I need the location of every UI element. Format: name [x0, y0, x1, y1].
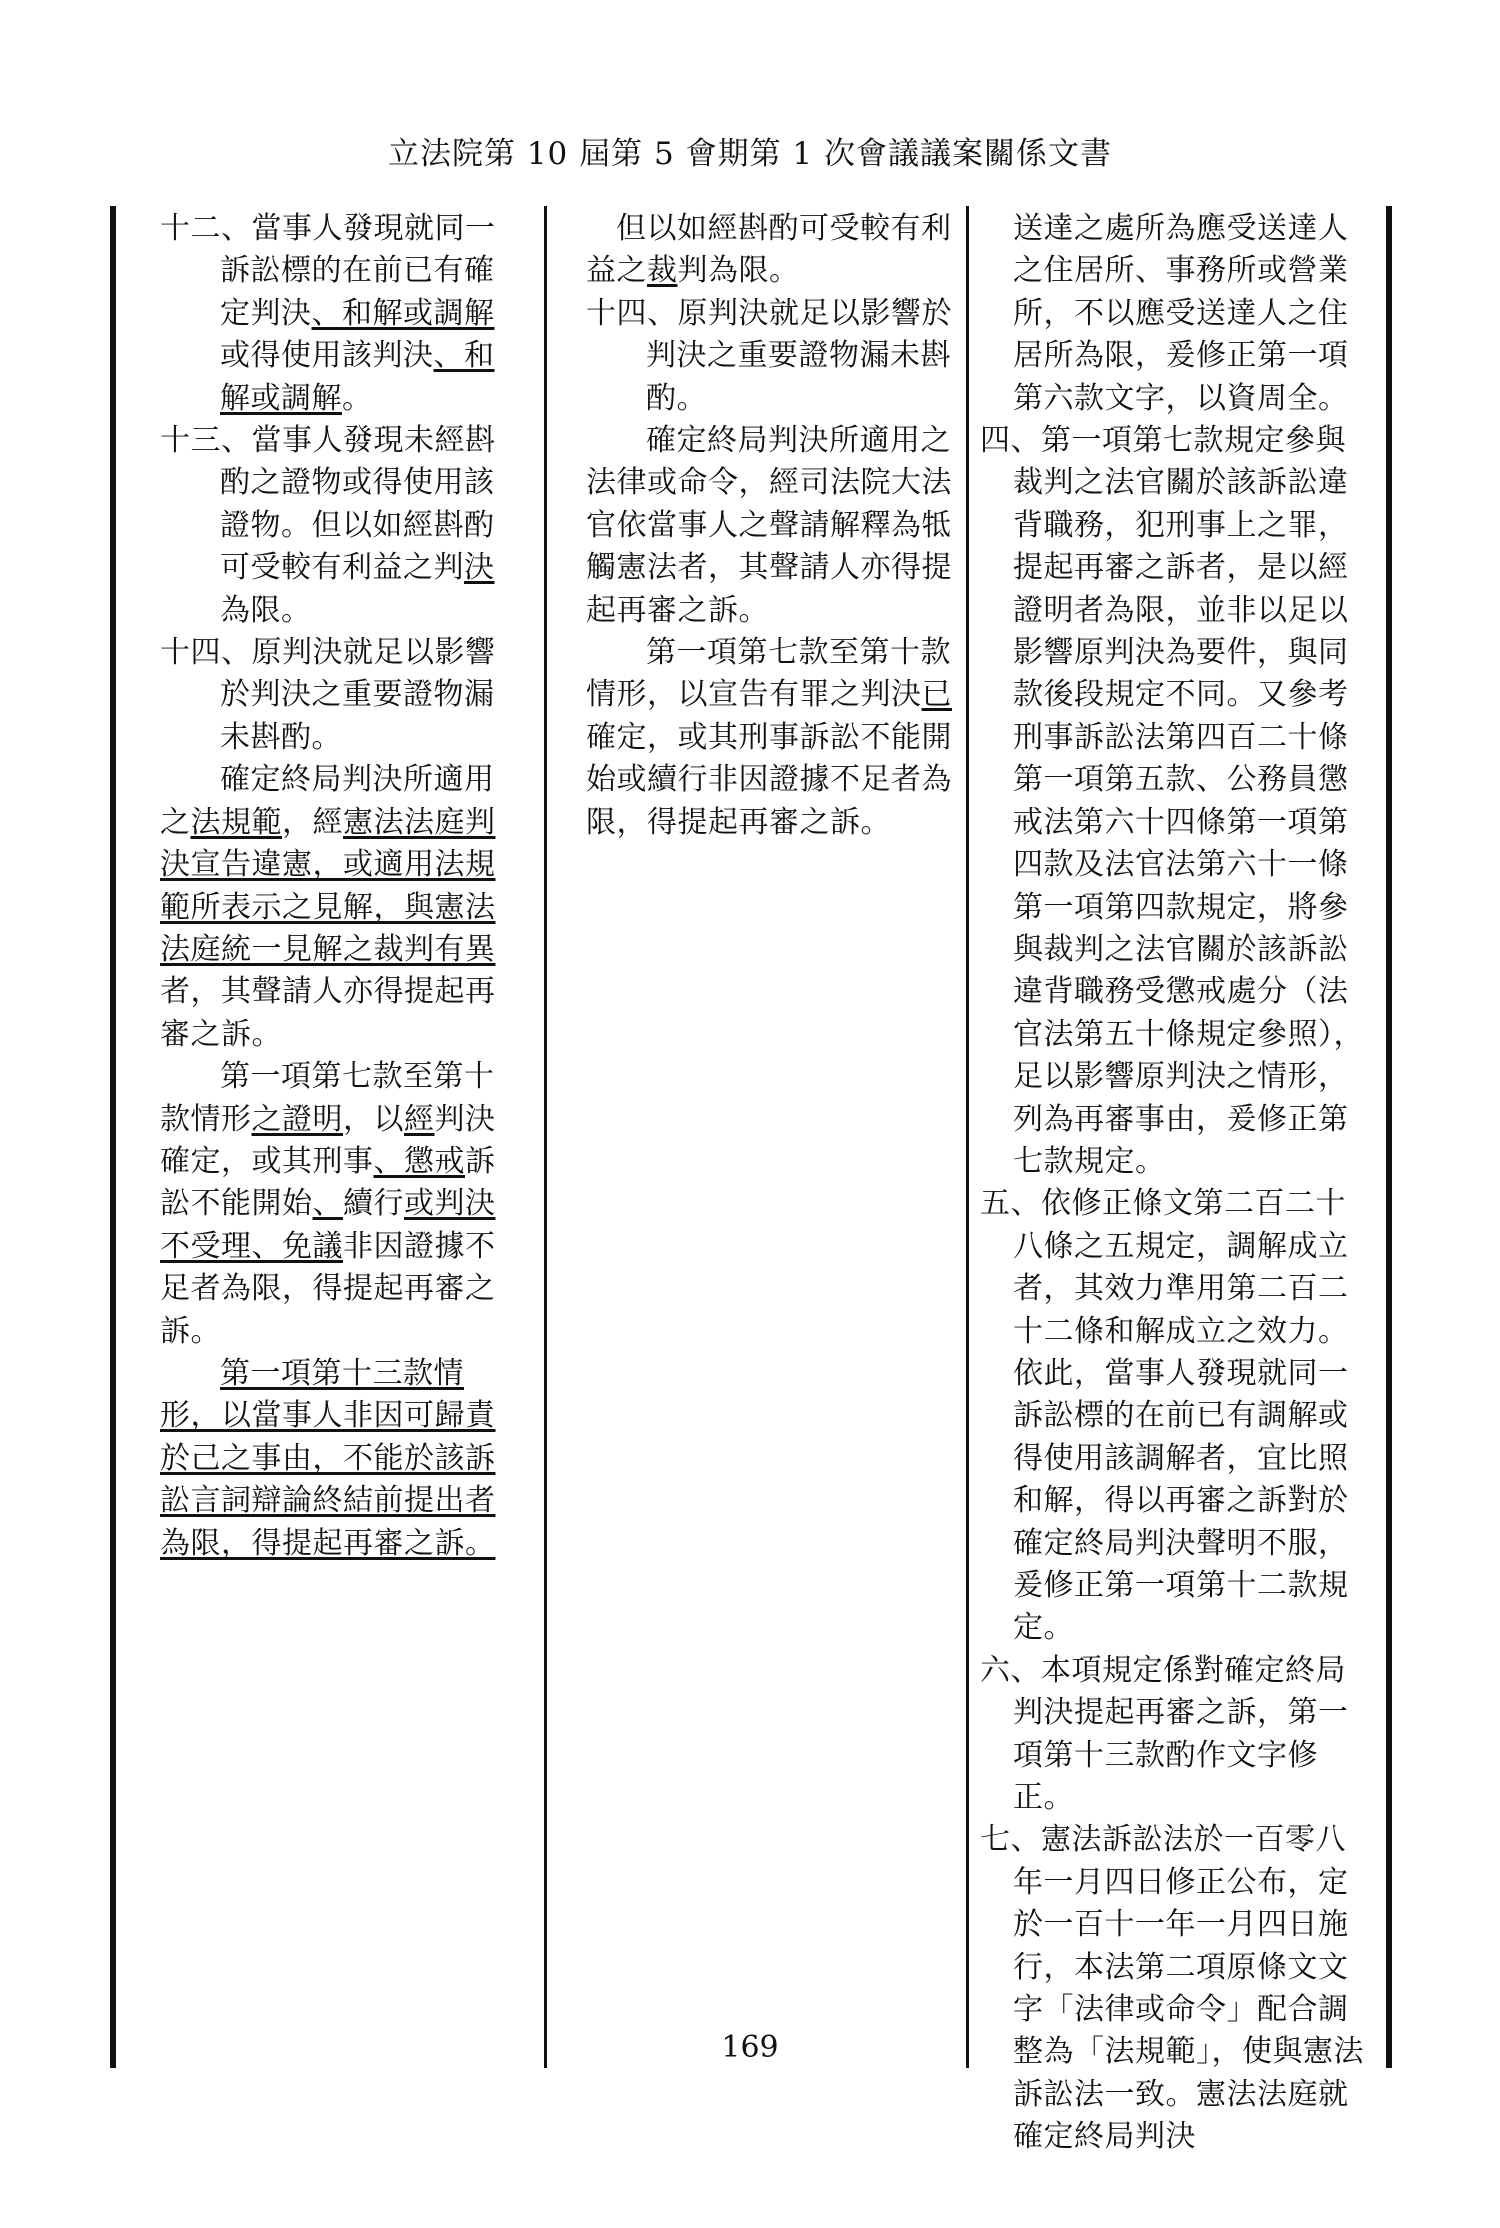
current-paragraph-3 [586, 632, 956, 844]
explanation-column [980, 208, 1372, 2159]
paragraph-3-text-3: 判決確定，或其刑事 [160, 1101, 496, 1179]
column-divider-1 [544, 206, 547, 2068]
clause-13-cont-mark: 裁 [647, 253, 678, 289]
clause-12-text: 十二、當事人發現就同一訴訟標的在前已有確定判決 [160, 211, 496, 331]
paragraph-3-text-5: 續行 [343, 1186, 404, 1222]
clause-13-text: 十三、當事人發現未經斟酌之證物或得使用該證物。但以如經斟酌可受較有利益之判 [160, 423, 496, 586]
clause-12-insert-2: 或調解 [403, 295, 495, 331]
paragraph-4-insert: 第一項第十三款情形，以當事人非因可歸責於己之事由，不能於該訴訟言詞辯論終結前提出者為限，得提起再審之訴。 [160, 1355, 496, 1561]
clause-12 [160, 208, 524, 420]
paragraph-2-insert-2: 憲法法庭判決宣告違憲，或適用法規範所表示之見解，與憲法法庭統一見解之裁判有異 [160, 804, 496, 967]
document-header: 立法院第 10 屆第 5 會期第 1 次會議議案關係文書 [387, 136, 1112, 172]
paragraph-3-text-2: ，以 [343, 1101, 404, 1137]
clause-13-insert: 決 [464, 550, 495, 586]
explanation-5: 五、依修正條文第二百二十八條之五規定，調解成立者，其效力準用第二百二十二條和解成立之效力。依此，當事人發現就同一訴訟標的在前已有調解或得使用該調解者，宜比照和解，得以再審之訴對於確定終局判決聲明不服，爰修正第一項第十二款規定。 [980, 1186, 1349, 1646]
explanation-4: 四、第一項第七款規定參與裁判之法官關於該訴訟違背職務，犯刑事上之罪，提起再審之訴者，是以經證明者為限，並非以足以影響原判決為要件，與同款後段規定不同。又參考刑事訴訟法第四百二十條第一項第五款、公務員懲戒法第六十四條第一項第四款及法官法第六十一條第一項第四款規定，將參與裁判之法官關於該訴訟違背職務受懲戒處分（法官法第五十條規定參照），足以影響原判決之情形，列為再審事由，爰修正第七款規定。 [980, 423, 1364, 1179]
paragraph-2-text-2: ，經 [282, 804, 343, 840]
paragraph-3 [160, 1056, 524, 1353]
explanation-6: 六、本項規定係對確定終局判決提起再審之訴，第一項第十三款酌作文字修正。 [980, 1652, 1349, 1816]
clause-13-cont-text: 但以如經斟酌可受較有利益之 [586, 211, 952, 289]
paragraph-3-text-4: 訴訟不能開始 [160, 1143, 496, 1222]
paragraph-3-insert-2: 經 [404, 1101, 435, 1137]
paragraph-4 [160, 1353, 524, 1565]
amended-text-column [160, 208, 524, 1565]
current-paragraph-2: 確定終局判決所適用之法律或命令，經司法院大法官依當事人之聲請解釋為牴觸憲法者，其聲請人亦得提起再審之訴。 [586, 423, 952, 628]
clause-12-end: 。 [342, 380, 373, 416]
page-number: 169 [721, 2030, 779, 2065]
paragraph-3-insert-4: 、 [312, 1186, 343, 1222]
paragraph-3-insert-3: 、懲戒 [373, 1143, 465, 1179]
clause-14: 十四、原判決就足以影響於判決之重要證物漏未斟酌。 [160, 635, 496, 755]
paragraph-2-end: 者，其聲請人亦得提起再審之訴。 [160, 974, 496, 1052]
current-text-column [586, 208, 956, 844]
left-border-rule [110, 206, 116, 2068]
paragraph-3-end: 非因證據不足者為限，得提起再審之訴。 [160, 1228, 496, 1349]
paragraph-3-insert-5: 或判決不受理、免議 [160, 1186, 496, 1264]
clause-13-cont-end: 判為限。 [677, 253, 800, 289]
column-divider-2 [966, 206, 969, 2068]
current-paragraph-3-mark: 已 [921, 677, 952, 713]
paragraph-3-insert-1: 之證明 [251, 1101, 343, 1137]
clause-13 [160, 420, 524, 632]
current-clause-14: 十四、原判決就足以影響於判決之重要證物漏未斟酌。 [586, 295, 952, 416]
clause-12-insert-3: 、和解 [220, 338, 495, 416]
clause-12-text-2: 或得使用該判決 [220, 338, 434, 374]
current-paragraph-3-end: 確定，或其刑事訴訟不能開始或續行非因證據不足者為限，得提起再審之訴。 [586, 719, 952, 840]
right-border-rule [1386, 206, 1392, 2068]
paragraph-2-text: 確定終局判決所適用之 [160, 762, 495, 840]
current-paragraph-3-text: 第一項第七款至第十款情形，以宣告有罪之判決 [586, 635, 951, 713]
clause-12-insert-4: 或調解 [250, 380, 342, 416]
explanation-7: 七、憲法訴訟法於一百零八年一月四日修正公布，定於一百十一年一月四日施行，本法第二項原條文文字「法律或命令」配合調整為「法規範」，使與憲法訴訟法一致。憲法法庭就確定終局判決 [980, 1822, 1364, 2155]
clause-12-insert-1: 、和解 [311, 295, 403, 331]
clause-13-continuation [586, 208, 956, 293]
paragraph-3-text: 第一項第七款至第十款情形 [160, 1059, 495, 1137]
explanation-3-continuation: 送達之處所為應受送達人之住居所、事務所或營業所，不以應受送達人之住居所為限，爰修正第一項第六款文字，以資周全。 [1013, 211, 1349, 416]
clause-13-end: 為限。 [220, 592, 312, 628]
paragraph-2-insert-1: 法規範 [190, 804, 282, 840]
paragraph-2 [160, 759, 524, 1056]
